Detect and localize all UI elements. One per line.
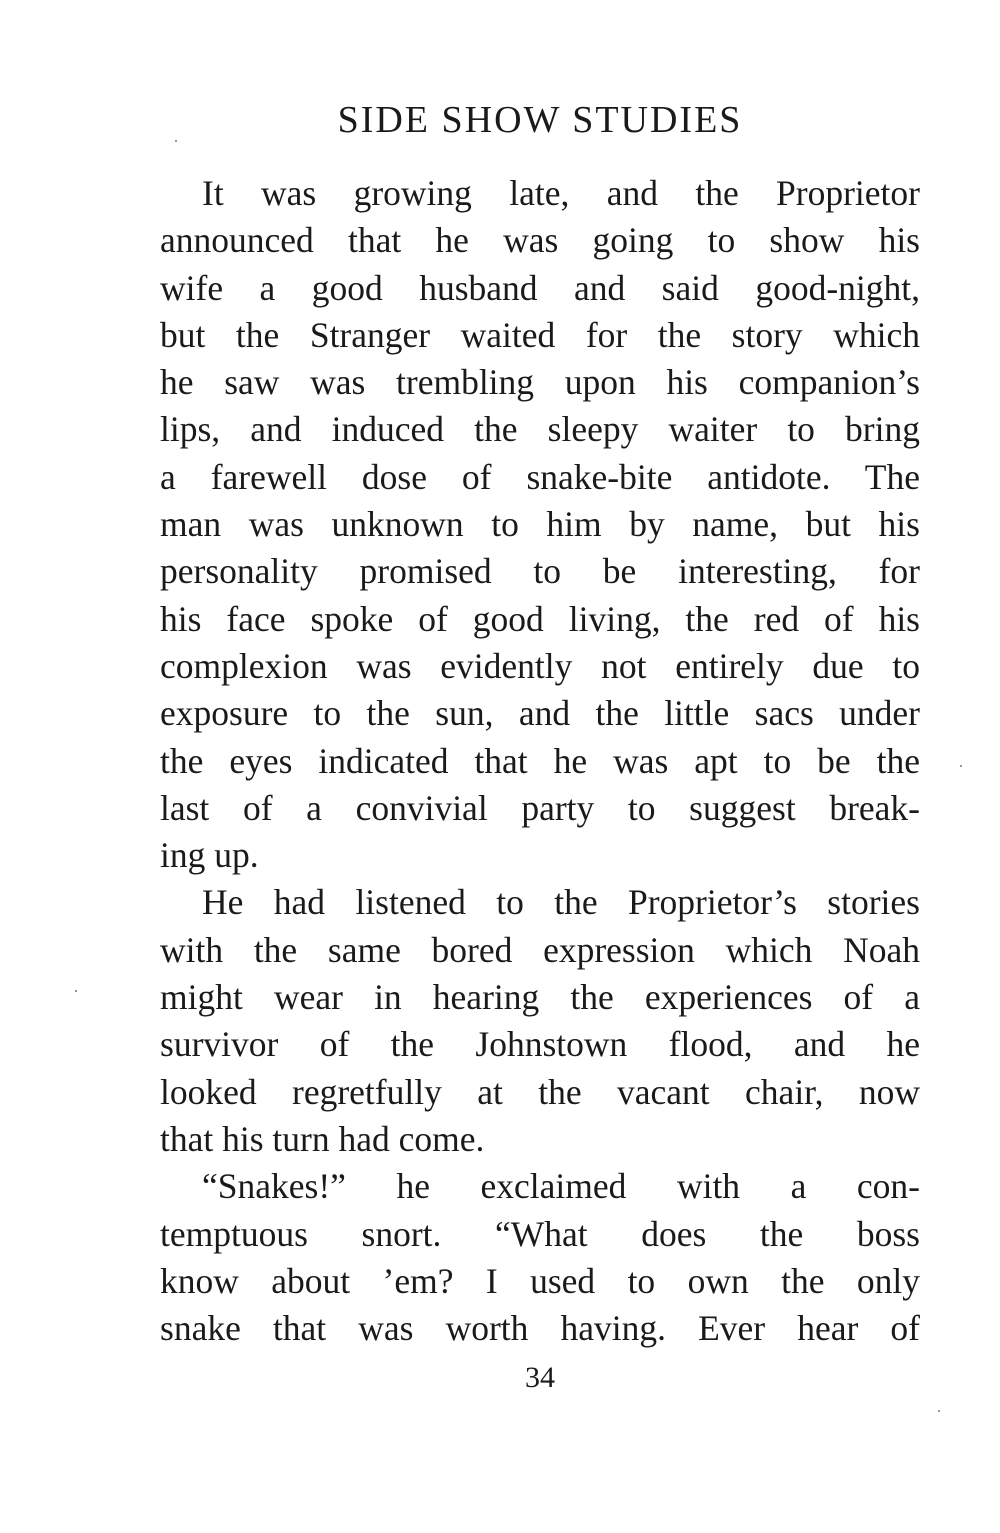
text-line: know about ’em? I used to own the only: [160, 1260, 920, 1301]
text-line: his face spoke of good living, the red of his: [160, 598, 920, 639]
text-line: that his turn had come.: [160, 1118, 485, 1159]
text-line: with the same bored expression which Noah: [160, 929, 920, 970]
text-line: might wear in hearing the experiences of a: [160, 977, 920, 1018]
text-line: lips, and induced the sleepy waiter to bring: [160, 409, 920, 450]
running-head: SIDE SHOW STUDIES: [337, 99, 743, 141]
scan-speck: [938, 1410, 940, 1412]
text-line: man was unknown to him by name, but his: [160, 504, 920, 545]
paragraph-3: [160, 1163, 920, 1352]
text-line: complexion was evidently not entirely due to: [160, 645, 920, 686]
text-line: exposure to the sun, and the little sacs under: [160, 693, 920, 734]
text-line: last of a convivial party to suggest break-: [160, 787, 920, 828]
text-line: ing up.: [160, 835, 259, 876]
text-line: personality promised to be interesting, for: [160, 551, 920, 592]
text-line: wife a good husband and said good-night,: [160, 267, 920, 308]
text-line: He had listened to the Proprietor’s stories: [202, 882, 920, 923]
text-line: he saw was trembling upon his companion’s: [160, 362, 920, 403]
text-line: the eyes indicated that he was apt to be the: [160, 740, 920, 781]
text-line: survivor of the Johnstown flood, and he: [160, 1024, 920, 1065]
text-line: snake that was worth having. Ever hear of: [160, 1308, 920, 1349]
text-line: “Snakes!” he exclaimed with a con-: [202, 1166, 920, 1207]
text-line: but the Stranger waited for the story which: [160, 314, 920, 355]
page-number: 34: [525, 1361, 555, 1394]
scan-speck: [75, 990, 77, 992]
text-line: It was growing late, and the Proprietor: [202, 173, 920, 213]
text-line: announced that he was going to show his: [160, 220, 920, 261]
scan-speck: [960, 765, 962, 767]
body-text: [160, 170, 920, 1352]
scan-speck: [175, 140, 177, 142]
text-line: a farewell dose of snake-bite antidote. The: [160, 456, 920, 497]
text-line: looked regretfully at the vacant chair, now: [160, 1071, 920, 1112]
paragraph-1: [160, 170, 920, 879]
paragraph-2: [160, 879, 920, 1163]
text-line: temptuous snort. “What does the boss: [160, 1213, 920, 1254]
